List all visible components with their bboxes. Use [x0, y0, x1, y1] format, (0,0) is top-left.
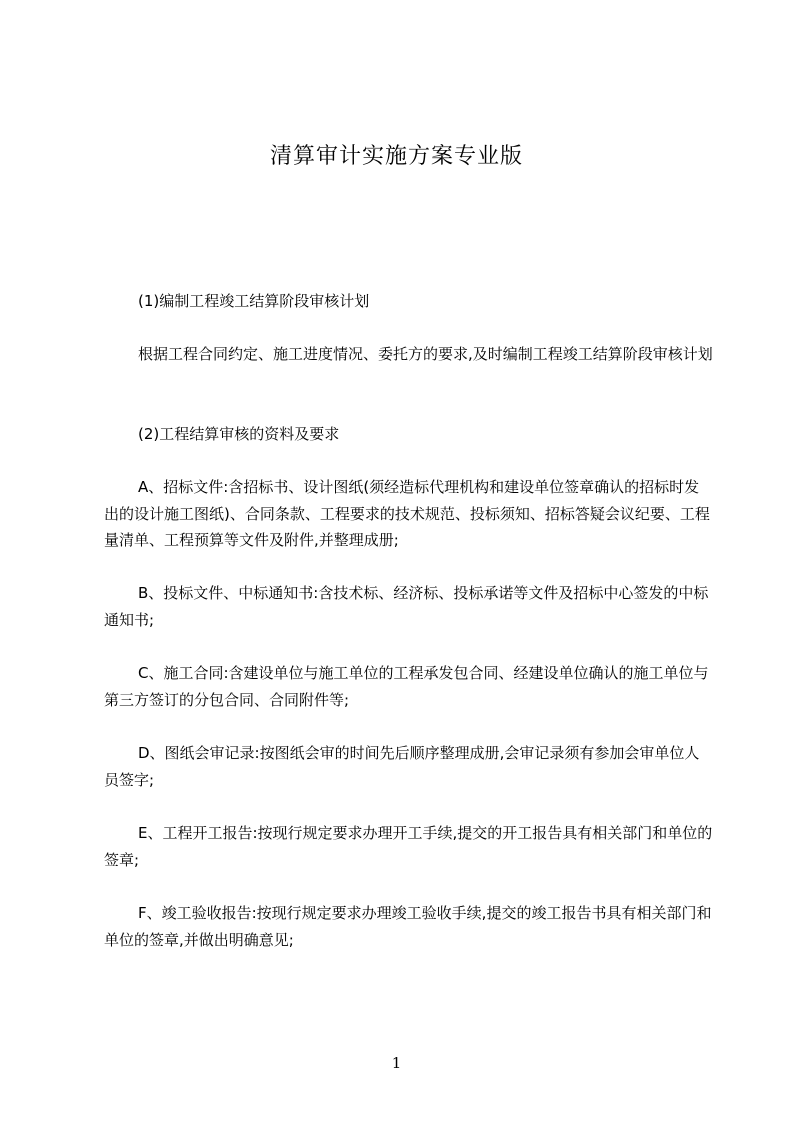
paragraph-item-b: B、投标文件、中标通知书:含技术标、经济标、投标承诺等文件及招标中心签发的中标通知书;	[104, 584, 709, 629]
page-title: 清算审计实施方案专业版	[269, 144, 523, 169]
heading-1-audit-plan: (1)编制工程竣工结算阶段审核计划	[138, 292, 370, 310]
paragraph-audit-plan: 根据工程合同约定、施工进度情况、委托方的要求,及时编制工程竣工结算阶段审核计划	[138, 345, 713, 363]
paragraph-item-c: C、施工合同:含建设单位与施工单位的工程承发包合同、经建设单位确认的施工单位与第三方签订的分包合同、合同附件等;	[104, 664, 709, 709]
paragraph-item-f: F、竣工验收报告:按现行规定要求办理竣工验收手续,提交的竣工报告书具有相关部门和单位的签章,并做出明确意见;	[104, 904, 712, 949]
paragraph-item-a: A、招标文件:含招标书、设计图纸(须经造标代理机构和建设单位签章确认的招标时发出的设计施工图纸)、合同条款、工程要求的技术规范、投标须知、招标答疑会议纪要、工程量清单、工程预算等文件及附件,并整理成册;	[104, 478, 710, 549]
page-number: 1	[391, 1054, 402, 1072]
heading-2-materials: (2)工程结算审核的资料及要求	[138, 425, 340, 443]
paragraph-item-e: E、工程开工报告:按现行规定要求办理开工手续,提交的开工报告具有相关部门和单位的签章;	[104, 824, 713, 869]
paragraph-item-d: D、图纸会审记录:按图纸会审的时间先后顺序整理成册,会审记录须有参加会审单位人员签字;	[104, 744, 700, 789]
